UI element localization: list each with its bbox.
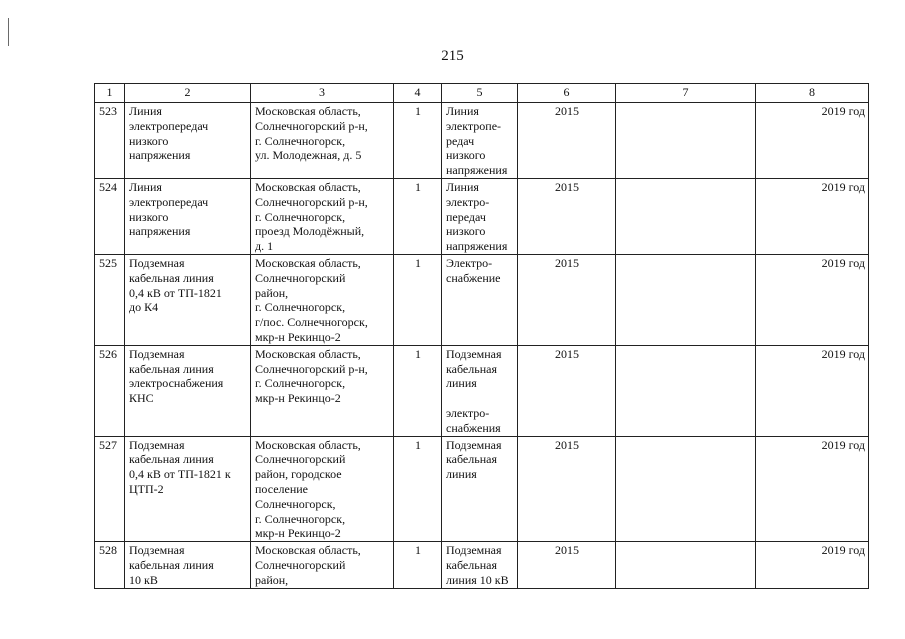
cell-year: 2015 bbox=[518, 542, 616, 588]
cell-address: Московская область, Солнечногорский р-н, г. Солнечногорск, ул. Молодежная, д. 5 bbox=[251, 103, 394, 179]
margin-mark bbox=[8, 18, 9, 46]
column-header: 8 bbox=[756, 84, 869, 103]
cell-address: Московская область, Солнечногорский район, г. Солнечногорск, г/пос. Солнечногорск, мкр-н Рекинцо-2 bbox=[251, 254, 394, 345]
table-row bbox=[95, 345, 869, 436]
cell-col7 bbox=[616, 254, 756, 345]
cell-name: Подземная кабельная линия 10 кВ bbox=[125, 542, 251, 588]
cell-term: 2019 год bbox=[756, 178, 869, 254]
cell-purpose: Линия электро- передач низкого напряжения bbox=[442, 178, 518, 254]
cell-year: 2015 bbox=[518, 178, 616, 254]
cell-quantity: 1 bbox=[394, 254, 442, 345]
registry-table bbox=[94, 83, 869, 589]
page-number: 215 bbox=[441, 48, 464, 64]
cell-number: 525 bbox=[95, 254, 125, 345]
cell-col7 bbox=[616, 103, 756, 179]
cell-term: 2019 год bbox=[756, 254, 869, 345]
cell-address: Московская область, Солнечногорский район, городское поселение Солнечногорск, г. Солнечногорск, мкр-н Рекинцо-2 bbox=[251, 436, 394, 542]
cell-purpose: Линия электропе- редач низкого напряжения bbox=[442, 103, 518, 179]
cell-year: 2015 bbox=[518, 254, 616, 345]
cell-year: 2015 bbox=[518, 436, 616, 542]
cell-quantity: 1 bbox=[394, 103, 442, 179]
cell-purpose: Подземная кабельная линия bbox=[442, 436, 518, 542]
cell-address: Московская область, Солнечногорский район, bbox=[251, 542, 394, 588]
header-row bbox=[95, 84, 869, 103]
cell-col7 bbox=[616, 345, 756, 436]
cell-year: 2015 bbox=[518, 345, 616, 436]
cell-quantity: 1 bbox=[394, 178, 442, 254]
cell-col7 bbox=[616, 542, 756, 588]
cell-number: 526 bbox=[95, 345, 125, 436]
column-header: 5 bbox=[442, 84, 518, 103]
cell-name: Линия электропередач низкого напряжения bbox=[125, 178, 251, 254]
cell-name: Подземная кабельная линия электроснабжения КНС bbox=[125, 345, 251, 436]
cell-term: 2019 год bbox=[756, 436, 869, 542]
cell-col7 bbox=[616, 436, 756, 542]
cell-number: 523 bbox=[95, 103, 125, 179]
cell-number: 527 bbox=[95, 436, 125, 542]
cell-quantity: 1 bbox=[394, 436, 442, 542]
cell-name: Линия электропередач низкого напряжения bbox=[125, 103, 251, 179]
table-row bbox=[95, 178, 869, 254]
cell-number: 524 bbox=[95, 178, 125, 254]
cell-address: Московская область, Солнечногорский р-н, г. Солнечногорск, проезд Молодёжный, д. 1 bbox=[251, 178, 394, 254]
cell-number: 528 bbox=[95, 542, 125, 588]
table-row bbox=[95, 436, 869, 542]
table-row bbox=[95, 542, 869, 588]
cell-quantity: 1 bbox=[394, 345, 442, 436]
column-header: 7 bbox=[616, 84, 756, 103]
table-row bbox=[95, 254, 869, 345]
column-header: 3 bbox=[251, 84, 394, 103]
cell-name: Подземная кабельная линия 0,4 кВ от ТП-1821 до К4 bbox=[125, 254, 251, 345]
cell-quantity: 1 bbox=[394, 542, 442, 588]
cell-year: 2015 bbox=[518, 103, 616, 179]
column-header: 2 bbox=[125, 84, 251, 103]
cell-purpose: Электро- снабжение bbox=[442, 254, 518, 345]
cell-col7 bbox=[616, 178, 756, 254]
cell-term: 2019 год bbox=[756, 542, 869, 588]
cell-name: Подземная кабельная линия 0,4 кВ от ТП-1821 к ЦТП-2 bbox=[125, 436, 251, 542]
cell-purpose: Подземная кабельная линия 10 кВ bbox=[442, 542, 518, 588]
cell-term: 2019 год bbox=[756, 103, 869, 179]
column-header: 1 bbox=[95, 84, 125, 103]
cell-term: 2019 год bbox=[756, 345, 869, 436]
cell-purpose: Подземная кабельная линия электро- снабжения bbox=[442, 345, 518, 436]
table-row bbox=[95, 103, 869, 179]
column-header: 6 bbox=[518, 84, 616, 103]
column-header: 4 bbox=[394, 84, 442, 103]
cell-address: Московская область, Солнечногорский р-н, г. Солнечногорск, мкр-н Рекинцо-2 bbox=[251, 345, 394, 436]
